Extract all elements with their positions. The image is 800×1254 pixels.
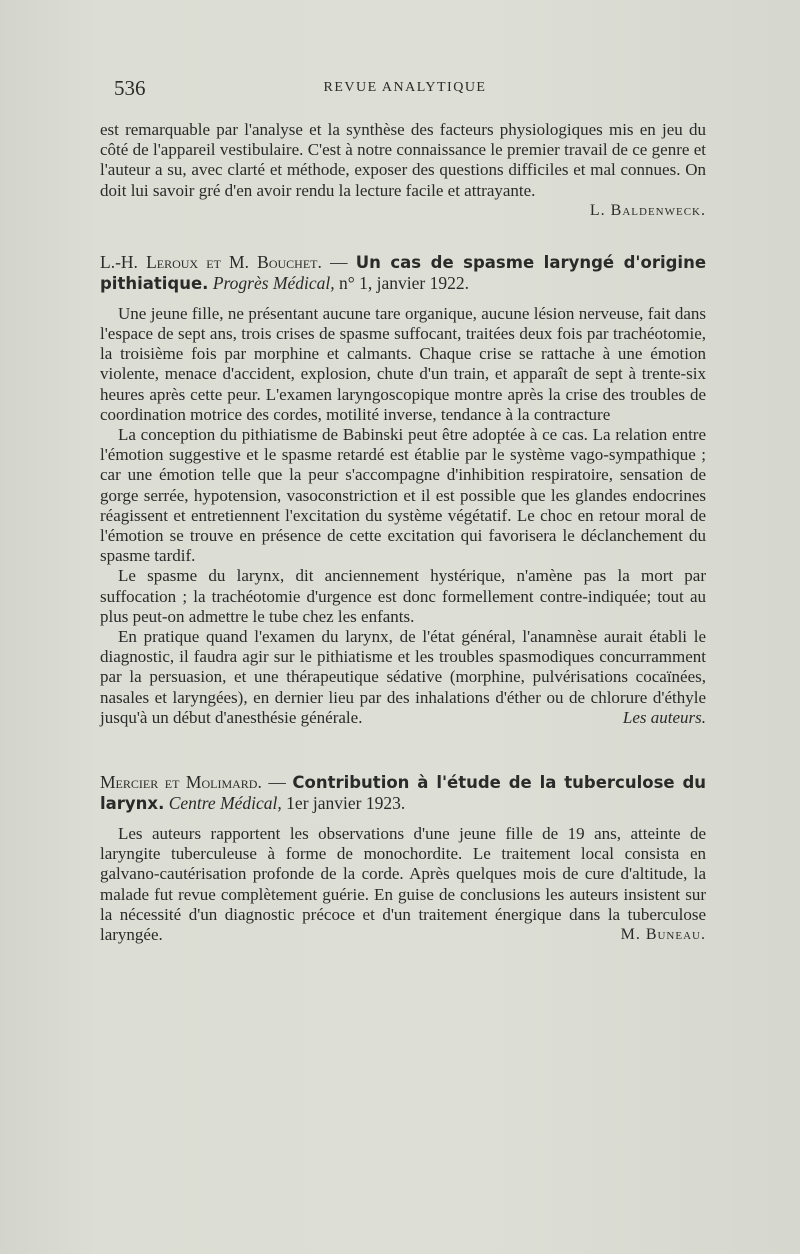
continued-paragraph: est remarquable par l'analyse et la synthèse des facteurs physiologiques mis en jeu du côté de l'appareil vestibulaire. C'est à notre connaissance le premier travail de ce genre et l'auteur a su, avec clarté et méthode, exposer des questions difficiles et mal connues. On doit lui savoir gré d'en avoir rendu la lecture facile et attrayante. xyxy=(100,120,706,200)
article-authors: L.-H. Leroux et M. Bouchet. — xyxy=(100,251,348,272)
article-heading xyxy=(100,772,706,814)
page-header xyxy=(100,76,710,100)
article-signature: Les auteurs. xyxy=(622,707,706,727)
article-paragraph-text: En pratique quand l'examen du larynx, de l'état général, l'anamnèse aurait établi le diagnostic, il faudra agir sur le pithiatisme et les troubles spasmodiques concurramment par la persuasion, et une thérapeutique sédative (morphine, pulvérisations cocaïnées, nasales et laryngées), en dernier lieu par des inhalations d'éther ou de chlorure d'éthyle jusqu'à un début d'anesthésie générale. xyxy=(100,627,706,727)
page-number: 536 xyxy=(114,76,146,100)
article-paragraph: Une jeune fille, ne présentant aucune tare organique, aucune lésion nerveuse, fait dans l'espace de sept ans, trois crises de spasme suffocant, traitées deux fois par trachéotomie, la troisième fois par morphine et calmants. Chaque crise se rattache à une émotion violente, menace d'accident, explosion, chute d'un train, et apparaît de sept à trente-six heures après cette peur. L'examen laryngoscopique montre après la crise des troubles de coordination motrice des cordes, motilité inverse, tendance à la contracture xyxy=(100,303,706,424)
running-head: REVUE ANALYTIQUE xyxy=(323,80,487,95)
article-source: Progrès Médical, xyxy=(212,272,335,293)
article-issue: n° 1, janvier 1922. xyxy=(339,272,469,293)
article-paragraph xyxy=(100,824,706,945)
article-source: Centre Médical, xyxy=(168,793,282,814)
article-authors: Mercier et Molimard. — xyxy=(100,772,286,793)
article-title: Un cas de spasme laryngé d'origine pithiatique. xyxy=(100,252,707,293)
article-paragraph xyxy=(100,627,706,728)
page-body xyxy=(100,120,706,945)
article-heading xyxy=(100,252,706,294)
article-signature: M. Buneau. xyxy=(620,926,706,944)
article-issue: 1er janvier 1923. xyxy=(286,793,406,814)
article-title: Contribution à l'étude de la tuberculose du larynx. xyxy=(100,773,707,814)
review-signature: L. Baldenweck. xyxy=(589,201,706,219)
article-paragraph-text: Les auteurs rapportent les observations d'une jeune fille de 19 ans, atteinte de laryngite tuberculeuse à forme de monochordite. Le traitement local consista en galvano-cautérisation profonde de la corde. Après quelques mois de cure d'altitude, la malade fut revue complètement guérie. En guise de conclusions les auteurs insistent sur la nécessité d'un diagnostic précoce et d'un traitement énergique dans la tuberculose laryngée. xyxy=(100,824,706,945)
article-paragraph: Le spasme du larynx, dit anciennement hystérique, n'amène pas la mort par suffocation ; la trachéotomie d'urgence est donc formellement contre-indiquée; tout au plus peut-on admettre le tube chez les enfants. xyxy=(100,566,706,626)
article-paragraph: La conception du pithiatisme de Babinski peut être adoptée à ce cas. La relation entre l'émotion suggestive et le spasme retardé est établie par le système vago-sympathique ; car une émotion telle que la peur s'accompagne d'inhibition respiratoire, sensation de gorge serrée, hypotension, vasoconstriction et il est possible que les glandes endocrines réagissent et entretiennent l'excitation du système végétatif. Le choc en retour moral de l'émotion se trouve en présence de cette excitation qui favorisera le déclanchement du spasme tardif. xyxy=(100,425,706,566)
